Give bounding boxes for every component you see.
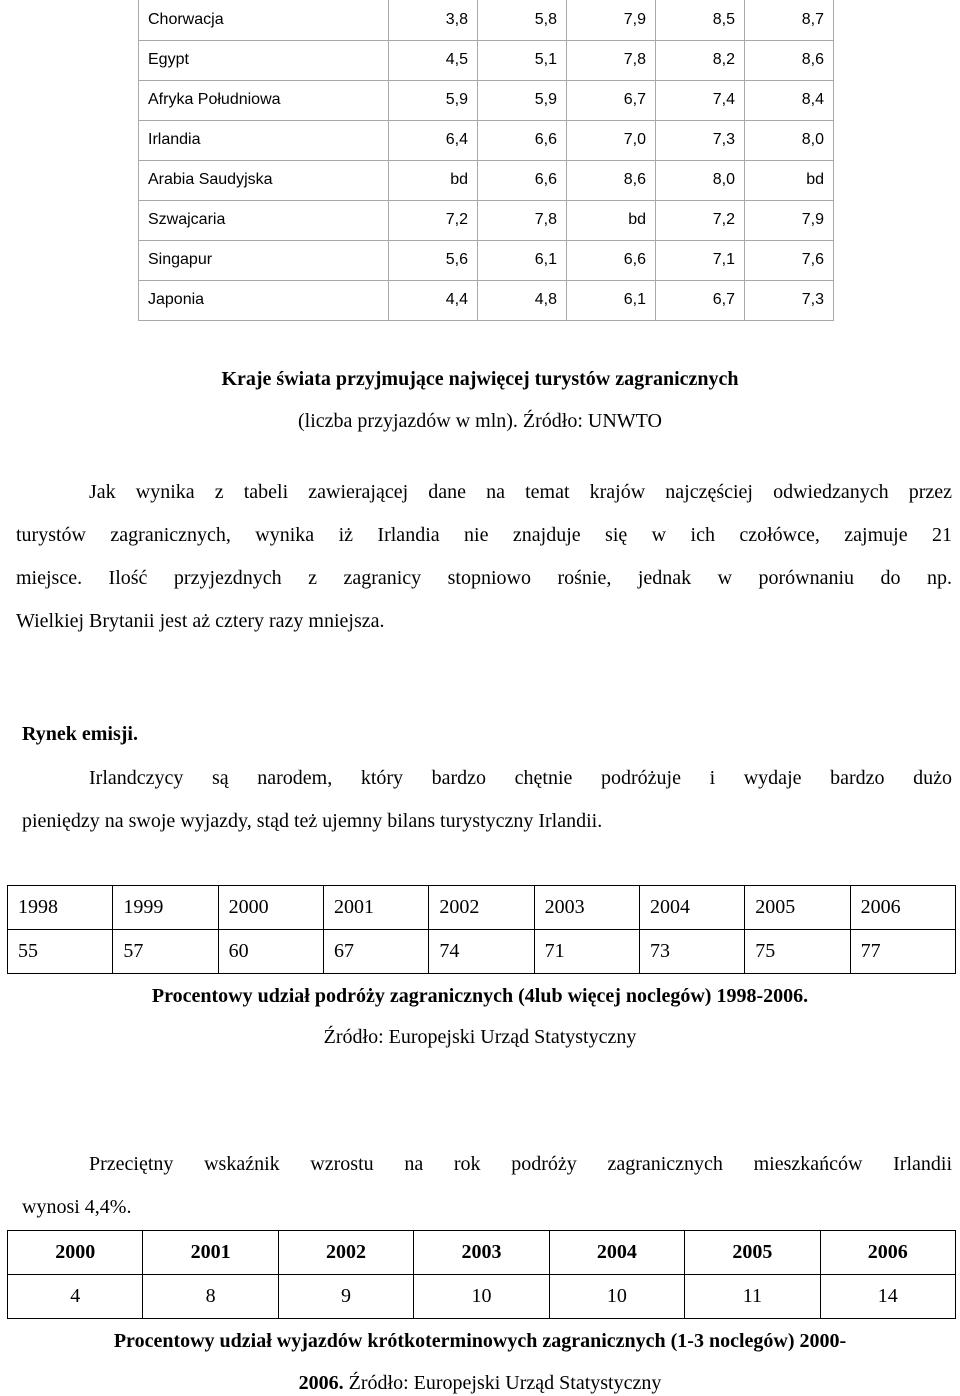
country-cell: Arabia Saudyjska <box>139 160 389 200</box>
year-cell: 2001 <box>143 1231 278 1275</box>
value-cell: 8,6 <box>745 40 834 80</box>
year-cell: 2006 <box>820 1231 955 1275</box>
value-cell: 7,3 <box>745 280 834 320</box>
paragraph-line: turystów zagranicznych, wynika iż Irlandia nie znajduje się w ich czołówce, zajmuje 21 <box>16 524 952 546</box>
value-cell: 8 <box>143 1275 278 1319</box>
value-cell: 73 <box>639 930 744 974</box>
value-cell: 6,6 <box>478 160 567 200</box>
value-cell: 7,9 <box>745 200 834 240</box>
country-cell: Japonia <box>139 280 389 320</box>
year-cell: 2001 <box>323 886 428 930</box>
value-cell: 6,7 <box>567 80 656 120</box>
value-cell: 9 <box>278 1275 413 1319</box>
paragraph-line: wynosi 4,4%. <box>22 1196 132 1218</box>
year-cell: 2006 <box>850 886 955 930</box>
year-cell: 2000 <box>218 886 323 930</box>
value-cell: 7,8 <box>567 40 656 80</box>
trips-table <box>7 885 956 974</box>
table-row <box>139 280 834 320</box>
trips-caption-title: Procentowy udział podróży zagranicznych (4lub więcej noclegów) 1998-2006. <box>151 985 809 1007</box>
arrivals-caption-title: Kraje świata przyjmujące najwięcej turystów zagranicznych <box>221 368 739 390</box>
country-cell: Irlandia <box>139 120 389 160</box>
value-cell: 10 <box>549 1275 684 1319</box>
value-cell: 7,2 <box>389 200 478 240</box>
paragraph-line: Jak wynika z tabeli zawierającej dane na temat krajów najczęściej odwiedzanych przez <box>89 481 952 503</box>
paragraph-line: Irlandczycy są narodem, który bardzo chętnie podróżuje i wydaje bardzo dużo <box>89 767 952 789</box>
paragraph-emission <box>22 757 952 843</box>
paragraph-line: pieniędzy na swoje wyjazdy, stąd też ujemny bilans turystyczny Irlandii. <box>22 810 603 832</box>
value-cell: 6,7 <box>656 280 745 320</box>
value-cell: 77 <box>850 930 955 974</box>
value-cell: 4,5 <box>389 40 478 80</box>
value-cell: 6,1 <box>567 280 656 320</box>
year-cell: 2004 <box>549 1231 684 1275</box>
paragraph-line: miejsce. Ilość przyjezdnych z zagranicy stopniowo rośnie, jednak w porównaniu do np. <box>16 567 952 589</box>
year-cell: 2002 <box>429 886 534 930</box>
paragraph-line: Przeciętny wskaźnik wzrostu na rok podróży zagranicznych mieszkańców Irlandii <box>89 1153 952 1175</box>
value-cell: 5,9 <box>478 80 567 120</box>
table-row <box>139 160 834 200</box>
country-cell: Szwajcaria <box>139 200 389 240</box>
value-cell: 5,9 <box>389 80 478 120</box>
value-cell: 4,4 <box>389 280 478 320</box>
table-row <box>139 200 834 240</box>
value-cell: 6,4 <box>389 120 478 160</box>
country-cell: Singapur <box>139 240 389 280</box>
year-cell: 2005 <box>685 1231 820 1275</box>
table-row <box>8 930 956 974</box>
table-header-row <box>8 886 956 930</box>
year-cell: 1999 <box>113 886 218 930</box>
value-cell: 6,1 <box>478 240 567 280</box>
value-cell: 8,6 <box>567 160 656 200</box>
short-trips-caption-year: 2006. <box>298 1372 344 1394</box>
short-trips-caption-source: Źródło: Europejski Urząd Statystyczny <box>343 1372 662 1394</box>
value-cell: 4,8 <box>478 280 567 320</box>
table-row <box>139 80 834 120</box>
value-cell: 67 <box>323 930 428 974</box>
value-cell: 74 <box>429 930 534 974</box>
short-trips-table <box>7 1230 956 1319</box>
arrivals-caption-source: (liczba przyjazdów w mln). Źródło: UNWTO <box>298 410 662 432</box>
value-cell: 6,6 <box>567 240 656 280</box>
value-cell: 7,0 <box>567 120 656 160</box>
table-row <box>139 40 834 80</box>
year-cell: 2004 <box>639 886 744 930</box>
value-cell: 8,0 <box>745 120 834 160</box>
country-cell: Afryka Południowa <box>139 80 389 120</box>
table-row <box>139 0 834 40</box>
value-cell: 8,2 <box>656 40 745 80</box>
year-cell: 2005 <box>745 886 850 930</box>
value-cell: 7,9 <box>567 0 656 40</box>
country-cell: Egypt <box>139 40 389 80</box>
value-cell: 75 <box>745 930 850 974</box>
year-cell: 2000 <box>8 1231 143 1275</box>
paragraph-growth <box>22 1143 952 1229</box>
value-cell: 3,8 <box>389 0 478 40</box>
value-cell: 57 <box>113 930 218 974</box>
value-cell: 7,3 <box>656 120 745 160</box>
short-trips-caption-line2 <box>0 1371 960 1395</box>
value-cell: 8,5 <box>656 0 745 40</box>
value-cell: bd <box>389 160 478 200</box>
value-cell: 11 <box>685 1275 820 1319</box>
table-row <box>139 120 834 160</box>
value-cell: 8,0 <box>656 160 745 200</box>
value-cell: 71 <box>534 930 639 974</box>
value-cell: 7,2 <box>656 200 745 240</box>
year-cell: 2003 <box>414 1231 549 1275</box>
section-heading: Rynek emisji. <box>22 723 138 745</box>
value-cell: 7,6 <box>745 240 834 280</box>
value-cell: 5,1 <box>478 40 567 80</box>
trips-caption-source: Źródło: Europejski Urząd Statystyczny <box>323 1026 637 1048</box>
value-cell: 60 <box>218 930 323 974</box>
value-cell: 5,8 <box>478 0 567 40</box>
short-trips-caption-line1: Procentowy udział wyjazdów krótkoterminowych zagranicznych (1-3 noclegów) 2000- <box>113 1330 847 1352</box>
value-cell: 8,4 <box>745 80 834 120</box>
table-row <box>8 1275 956 1319</box>
value-cell: 7,1 <box>656 240 745 280</box>
value-cell: 4 <box>8 1275 143 1319</box>
year-cell: 2003 <box>534 886 639 930</box>
arrivals-table <box>138 0 834 321</box>
value-cell: 14 <box>820 1275 955 1319</box>
value-cell: 10 <box>414 1275 549 1319</box>
country-cell: Chorwacja <box>139 0 389 40</box>
paragraph-line: Wielkiej Brytanii jest aż cztery razy mniejsza. <box>16 610 385 632</box>
year-cell: 1998 <box>8 886 113 930</box>
value-cell: 6,6 <box>478 120 567 160</box>
value-cell: 8,7 <box>745 0 834 40</box>
year-cell: 2002 <box>278 1231 413 1275</box>
value-cell: 7,4 <box>656 80 745 120</box>
table-header-row <box>8 1231 956 1275</box>
value-cell: 7,8 <box>478 200 567 240</box>
value-cell: 5,6 <box>389 240 478 280</box>
value-cell: 55 <box>8 930 113 974</box>
value-cell: bd <box>567 200 656 240</box>
paragraph-ranking <box>16 471 952 643</box>
table-row <box>139 240 834 280</box>
value-cell: bd <box>745 160 834 200</box>
